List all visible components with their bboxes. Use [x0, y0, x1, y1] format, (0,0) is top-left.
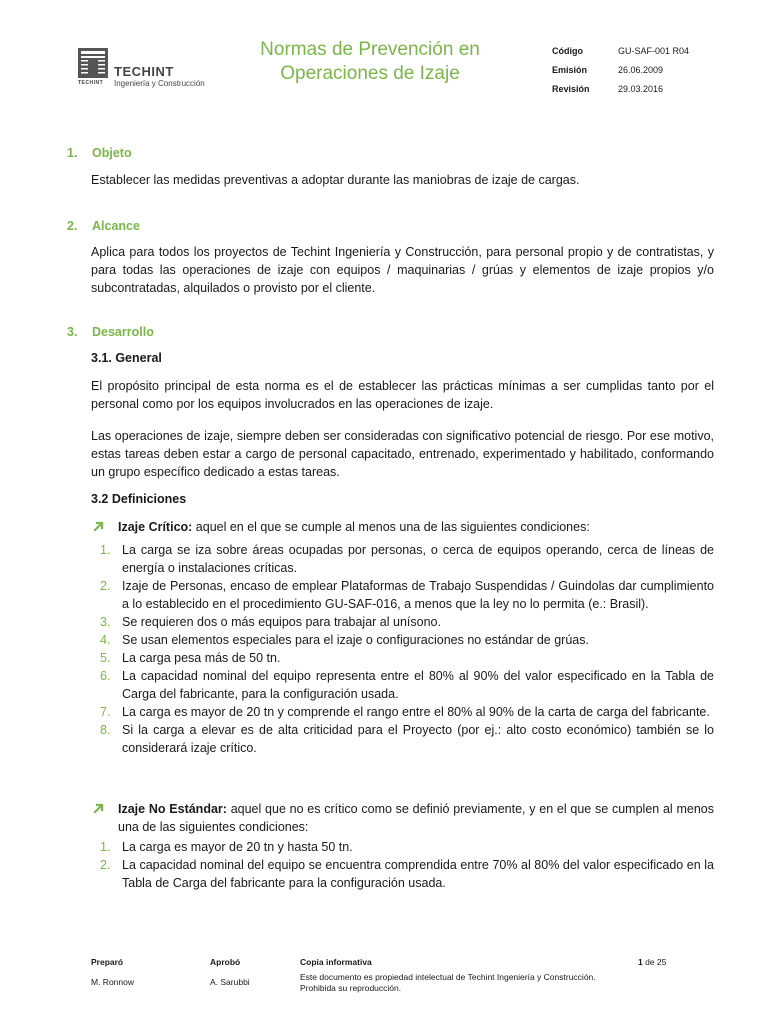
list-number: 2. [100, 579, 111, 593]
list-number: 5. [100, 651, 111, 665]
critico-conditions-list [100, 541, 714, 757]
no-estandar-conditions-list [100, 838, 714, 892]
list-item [100, 649, 714, 667]
general-paragraph-1: El propósito principal de esta norma es el de establecer las prácticas mínimas a ser cumplidas tanto por el personal como por los equipos involucrados en las operaciones de izaje. [91, 379, 714, 411]
list-item [100, 541, 714, 577]
section-number: 1. [67, 146, 78, 160]
section-title: Objeto [92, 146, 132, 160]
meta-label: Código [552, 46, 583, 56]
green-arrow-icon [93, 520, 105, 532]
definition-izaje-no-estandar [93, 800, 714, 836]
list-item [100, 703, 714, 721]
section-heading-objeto [67, 146, 132, 160]
meta-row-revision [552, 80, 718, 99]
definition-text: aquel en el que se cumple al menos una de las siguientes condiciones: [192, 520, 590, 534]
document-title-line2: Operaciones de Izaje [280, 63, 460, 84]
list-text: La capacidad nominal del equipo se encuentra comprendida entre 70% al 80% del valor especificado en la Tabla de Carga del fabricante para la configuración usada. [122, 858, 714, 890]
footer-copy [300, 957, 630, 994]
list-text: Izaje de Personas, encaso de emplear Plataformas de Trabajo Suspendidas / Guindolas dar cumplimiento a lo establecido en el procedimiento GU-SAF-016, a menos que la ley no lo permita (e.: Brasil). [122, 579, 714, 611]
list-text: La carga se iza sobre áreas ocupadas por personas, o cerca de equipos operando, cerca de líneas de energía o instalaciones críticas. [122, 543, 714, 575]
footer-copy-label: Copia informativa [300, 957, 372, 967]
definition-izaje-critico [93, 518, 714, 536]
page-current: 1 [638, 957, 643, 967]
list-text: La carga pesa más de 50 tn. [122, 651, 281, 665]
section-heading-desarrollo [67, 325, 154, 339]
footer-approved-label: Aprobó [210, 957, 241, 967]
logo-small-text: TECHINT [78, 80, 104, 86]
alcance-text: Aplica para todos los proyectos de Techint Ingeniería y Construcción, para personal propio y de contratistas, y para todas las operaciones de izaje con equipos / maquinarias / grúas y elementos de izaje propios y/o subcontratadas, alquilados o provisto por el cliente. [91, 245, 714, 295]
list-number: 6. [100, 669, 111, 683]
list-item [100, 667, 714, 703]
section-title: Desarrollo [92, 325, 154, 339]
definition-term: Izaje Crítico: [118, 520, 193, 534]
section-number: 2. [67, 219, 78, 233]
footer-approved [210, 957, 250, 988]
footer-prepared-by: M. Ronnow [91, 977, 134, 987]
document-meta [552, 42, 718, 99]
subsection-title-general: 3.1. General [91, 351, 162, 365]
list-item [100, 838, 714, 856]
list-number: 1. [100, 840, 111, 854]
meta-label: Emisión [552, 65, 588, 75]
list-number: 2. [100, 858, 111, 872]
footer-copy-text: Este documento es propiedad intelectual de Techint Ingeniería y Construcción. Prohibida su reproducción. [300, 972, 596, 993]
definition-text: aquel que no es crítico como se definió previamente, y en el que se cumplen al menos una de las siguientes condiciones: [118, 802, 714, 834]
list-number: 3. [100, 615, 111, 629]
list-item [100, 577, 714, 613]
meta-row-code [552, 42, 718, 61]
list-item [100, 613, 714, 631]
list-text: La capacidad nominal del equipo representa entre el 80% al 90% del valor especificado en la Tabla de Carga del fabricante, para la configuración usada. [122, 669, 714, 701]
section-heading-alcance [67, 219, 140, 233]
techint-logo [78, 46, 205, 92]
list-item [100, 721, 714, 757]
list-item [100, 856, 714, 892]
footer-page-number [638, 957, 666, 968]
list-item [100, 631, 714, 649]
list-text: La carga es mayor de 20 tn y hasta 50 tn. [122, 840, 353, 854]
page-total: de 25 [645, 957, 667, 967]
list-text: La carga es mayor de 20 tn y comprende el rango entre el 80% al 90% de la carta de carga del fabricante. [122, 705, 710, 719]
objeto-text: Establecer las medidas preventivas a adoptar durante las maniobras de izaje de cargas. [91, 173, 580, 187]
logo-subtitle: Ingeniería y Construcción [114, 79, 205, 88]
footer-prepared-label: Preparó [91, 957, 124, 967]
definition-term: Izaje No Estándar: [118, 802, 227, 816]
green-arrow-icon [93, 802, 105, 814]
list-text: Si la carga a elevar es de alta criticidad para el Proyecto (por ej.: alto costo económico) también se lo considerará izaje crítico. [122, 723, 714, 755]
document-title-line1: Normas de Prevención en [260, 39, 480, 60]
meta-value: 26.06.2009 [618, 65, 664, 75]
document-title [232, 38, 508, 86]
footer-approved-by: A. Sarubbi [210, 977, 250, 987]
section-title: Alcance [92, 219, 140, 233]
meta-label: Revisión [552, 84, 590, 94]
list-number: 1. [100, 543, 111, 557]
list-number: 4. [100, 633, 111, 647]
footer-prepared [91, 957, 134, 988]
subsection-title-definiciones: 3.2 Definiciones [91, 492, 187, 506]
meta-row-emission [552, 61, 718, 80]
logo-text: TECHINT [114, 64, 174, 79]
meta-value: GU-SAF-001 R04 [618, 46, 690, 56]
general-paragraph-2: Las operaciones de izaje, siempre deben ser consideradas con significativo potencial de riesgo. Por ese motivo, estas tareas deben estar a cargo de personal capacitado, entrenado, experimentado y habilitado, conformando un grupo específico dedicado a estas tareas. [91, 429, 714, 479]
list-number: 8. [100, 723, 111, 737]
section-number: 3. [67, 325, 78, 339]
list-text: Se usan elementos especiales para el izaje o configuraciones no estándar de grúas. [122, 633, 589, 647]
meta-value: 29.03.2016 [618, 84, 664, 94]
list-text: Se requieren dos o más equipos para trabajar al unísono. [122, 615, 441, 629]
list-number: 7. [100, 705, 111, 719]
